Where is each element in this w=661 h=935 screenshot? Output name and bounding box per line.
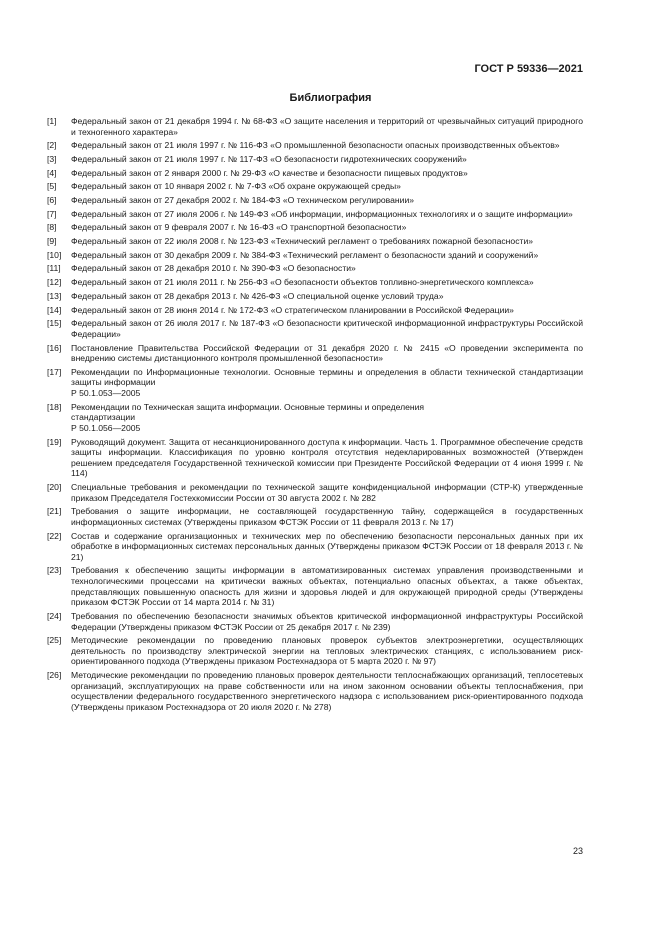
- bibliography-entry: [47, 250, 583, 261]
- page-title: Библиография: [289, 92, 372, 104]
- entry-number: [17]: [47, 366, 62, 377]
- entry-number: [14]: [47, 304, 62, 315]
- entry-number: [4]: [47, 167, 57, 178]
- entry-text: Методические рекомендации по проведению плановых проверок субъектов электроэнергетики, осуществляющих деятельность по производству электрической энергии на тепловых электрических станциях, с использованием риск-ориентированного подхода (Утверждены приказом Ростехнадзора от 5 марта 2020 г. № 97): [71, 635, 583, 667]
- bibliography-entry: [47, 209, 583, 220]
- entry-number: [9]: [47, 236, 57, 247]
- bibliography-list: [47, 116, 583, 716]
- bibliography-entry: [47, 195, 583, 206]
- entry-text: Федеральный закон от 21 июля 1997 г. № 117-ФЗ «О безопасности гидротехнических сооружений»: [71, 153, 467, 164]
- document-code-header: ГОСТ Р 59336—2021: [474, 63, 583, 75]
- bibliography-entry: [47, 670, 583, 712]
- entry-text: Федеральный закон от 28 июня 2014 г. № 172-ФЗ «О стратегическом планировании в Российской Федерации»: [71, 304, 514, 315]
- entry-number: [10]: [47, 249, 62, 260]
- entry-number: [6]: [47, 195, 57, 206]
- bibliography-entry: [47, 140, 583, 151]
- entry-number: [2]: [47, 140, 57, 151]
- entry-text: Федеральный закон от 27 июля 2006 г. № 149-ФЗ «Об информации, информационных технологиях и о защите информации»: [71, 208, 573, 219]
- entry-text: Федеральный закон от 27 декабря 2002 г. № 184-ФЗ «О техническом регулировании»: [71, 195, 415, 206]
- bibliography-entry: [47, 437, 583, 479]
- entry-text: Специальные требования и рекомендации по технической защите конфиденциальной информации (СТР-К) утвержденные приказом Председателя Гостехкомиссии России от 30 августа 2002 г. № 282: [71, 482, 583, 503]
- entry-text: Руководящий документ. Защита от несанкционированного доступа к информации. Часть 1. Программное обеспечение средств защиты информации. Классификация по уровню контроля отсутствия недекларированных возможностей (Утвержден решением председателя Государственной технической комиссии при Президенте Российской Федерации от 4 июня 1999 г. № 114): [71, 436, 583, 479]
- entry-number: [5]: [47, 181, 57, 192]
- entry-number: [1]: [47, 116, 57, 126]
- bibliography-entry: [47, 531, 583, 563]
- entry-text: Требования о защите информации, не составляющей государственную тайну, содержащейся в государственных информационных системах (Утверждены приказом ФСТЭК России от 11 февраля 2013 г. № 17): [71, 506, 583, 527]
- entry-number: [7]: [47, 208, 57, 219]
- entry-number: [13]: [47, 290, 62, 301]
- entry-text: Федеральный закон от 21 июля 1997 г. № 116-ФЗ «О промышленной безопасности опасных производственных объектов»: [71, 140, 560, 151]
- bibliography-entry: [47, 236, 583, 247]
- bibliography-entry: [47, 154, 583, 165]
- entry-number: [8]: [47, 222, 57, 233]
- entry-number: [25]: [47, 635, 62, 646]
- entry-text: Федеральный закон от 2 января 2000 г. № 29-ФЗ «О качестве и безопасности пищевых продуктов»: [71, 167, 468, 178]
- bibliography-entry: [47, 565, 583, 607]
- bibliography-entry: [47, 222, 583, 233]
- bibliography-entry: [47, 291, 583, 302]
- bibliography-entry: [47, 611, 583, 632]
- entry-text: Рекомендации по Техническая защита информации. Основные термины и определения стандартизации Р 50.1.056—2005: [71, 401, 425, 433]
- entry-text: Федеральный закон от 10 января 2002 г. № 7-ФЗ «Об охране окружающей среды»: [71, 181, 401, 192]
- entry-text: Федеральный закон от 30 декабря 2009 г. № 384-ФЗ «Технический регламент о безопасности зданий и сооружений»: [71, 249, 539, 260]
- entry-text: Требования к обеспечению защиты информации в автоматизированных системах управления производственными и технологическими процессами на критически важных объектах, потенциально опасных объектах, а также объектах, представляющих повышенную опасность для жизни и здоровья людей и для окружающей природной среды (Утверждены приказом ФСТЭК России от 14 марта 2014 г. № 31): [71, 565, 583, 608]
- entry-text: Федеральный закон от 22 июля 2008 г. № 123-ФЗ «Технический регламент о требованиях пожарной безопасности»: [71, 236, 534, 247]
- entry-number: [11]: [47, 263, 61, 274]
- entry-number: [12]: [47, 277, 62, 288]
- entry-text: Федеральный закон от 28 декабря 2010 г. № 390-ФЗ «О безопасности»: [71, 263, 356, 274]
- entry-text: Федеральный закон от 21 июля 2011 г. № 256-ФЗ «О безопасности объектов топливно-энергетического комплекса»: [71, 277, 534, 288]
- entry-number: [26]: [47, 670, 62, 681]
- entry-number: [22]: [47, 530, 62, 541]
- bibliography-entry: [47, 402, 583, 434]
- bibliography-entry: [47, 277, 583, 288]
- page-number: 23: [572, 846, 583, 856]
- entry-text: Состав и содержание организационных и технических мер по обеспечению безопасности персональных данных при их обработке в информационных системах персональных данных (Утверждены приказом ФСТЭК России от 18 февраля 2013 г. № 21): [71, 530, 583, 562]
- bibliography-entry: [47, 116, 583, 137]
- entry-text: Федеральный закон от 21 декабря 1994 г. № 68-ФЗ «О защите населения и территорий от чрезвычайных ситуаций природного и техногенного характера»: [71, 116, 583, 137]
- bibliography-entry: [47, 367, 583, 399]
- entry-text: Требования по обеспечению безопасности значимых объектов критической информационной инфраструктуры Российской Федерации (Утверждены приказом ФСТЭК России от 25 декабря 2017 г. № 239): [71, 610, 583, 632]
- entry-number: [19]: [47, 436, 62, 447]
- entry-number: [24]: [47, 610, 62, 621]
- entry-text: Рекомендации по Информационные технологии. Основные термины и определения в области технической стандартизации защиты информации Р 50.1.053—2005: [71, 366, 583, 398]
- bibliography-entry: [47, 343, 583, 364]
- entry-number: [3]: [47, 153, 57, 164]
- entry-number: [18]: [47, 401, 62, 412]
- bibliography-entry: [47, 181, 583, 192]
- entry-text: Методические рекомендации по проведению плановых проверок деятельности теплоснабжающих организаций, теплосетевых организаций, эксплуатирующих на праве собственности или на ином законном основании объекты теплоснабжения, при осуществлении федерального государственного энергетического надзора с использованием риск-ориентированного подхода (Утверждены приказом Ростехнадзора от 20 июля 2020 г. № 278): [71, 670, 583, 712]
- bibliography-entry: [47, 305, 583, 316]
- entry-number: [16]: [47, 342, 62, 353]
- entry-number: [15]: [47, 318, 62, 329]
- entry-number: [23]: [47, 565, 62, 576]
- bibliography-entry: [47, 318, 583, 339]
- bibliography-entry: [47, 482, 583, 503]
- entry-text: Федеральный закон от 9 февраля 2007 г. № 16-ФЗ «О транспортной безопасности»: [71, 222, 407, 233]
- entry-number: [20]: [47, 482, 62, 492]
- bibliography-entry: [47, 506, 583, 527]
- entry-number: [21]: [47, 506, 62, 517]
- entry-text: Федеральный закон от 28 декабря 2013 г. № 426-ФЗ «О специальной оценке условий труда»: [71, 290, 444, 301]
- bibliography-entry: [47, 263, 583, 274]
- bibliography-entry: [47, 635, 583, 667]
- entry-text: Федеральный закон от 26 июля 2017 г. № 187-ФЗ «О безопасности критической информационной инфраструктуры Российской Федерации»: [71, 318, 583, 339]
- bibliography-entry: [47, 168, 583, 179]
- entry-text: Постановление Правительства Российской Федерации от 31 декабря 2020 г. № 2415 «О проведении эксперимента по внедрению системы дистанционного контроля промышленной безопасности»: [71, 342, 583, 364]
